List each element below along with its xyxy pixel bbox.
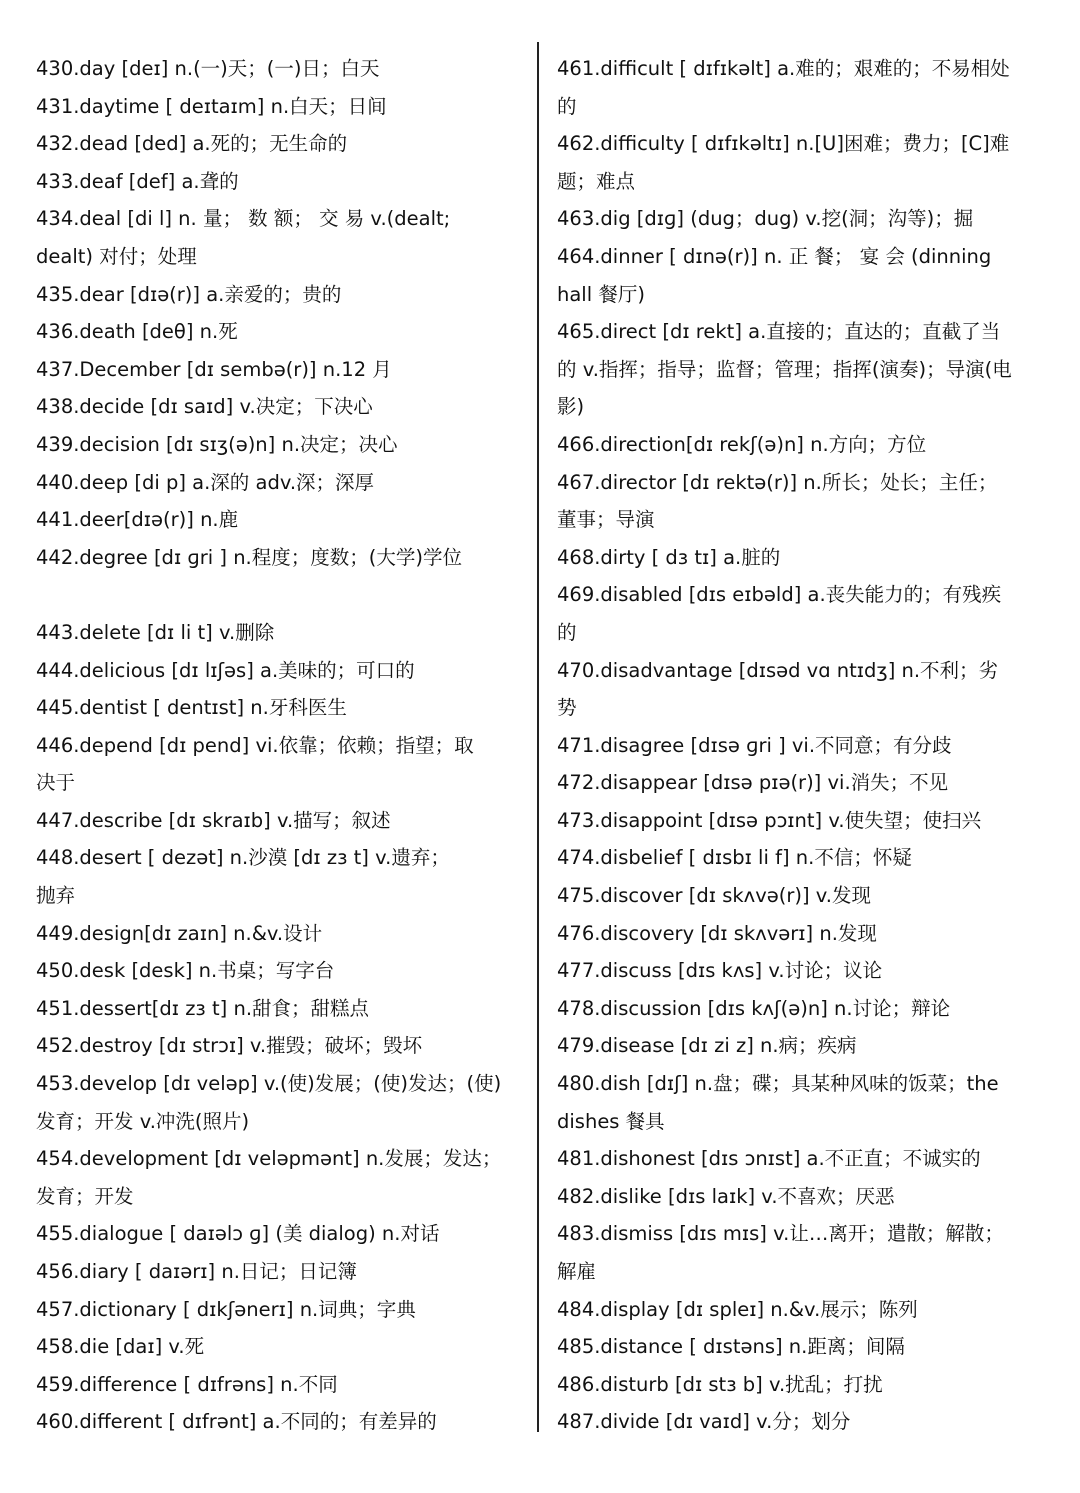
vocab-line: 460.different [ dɪfrənt] a.不同的；有差异的 [36, 1410, 437, 1434]
vocab-line: 发育；开发 v.冲洗(照片) [36, 1109, 250, 1133]
vocab-line: 478.discussion [dɪs kʌʃ(ə)n] n.讨论；辩论 [557, 996, 951, 1020]
vocab-line: 董事；导演 [557, 508, 655, 532]
vocab-line: 485.distance [ dɪstəns] n.距离；间隔 [557, 1335, 905, 1359]
vocab-line: 431.daytime [ deɪtaɪm] n.白天；日间 [36, 94, 387, 118]
vocab-line: 453.develop [dɪ veləp] v.(使)发展；(使)发达；(使) [36, 1072, 502, 1096]
vocab-line: 464.dinner [ dɪnə(r)] n. 正 餐； 宴 会 (dinning [557, 244, 992, 268]
vocab-line: 抛弃 [36, 884, 76, 908]
right-column [557, 50, 1047, 1441]
vocab-line: 447.describe [dɪ skraɪb] v.描写；叙述 [36, 808, 391, 832]
vocab-line: 436.death [deθ] n.死 [36, 320, 238, 344]
vocab-line: 486.disturb [dɪ stɜ b] v.扰乱；打扰 [557, 1372, 883, 1396]
vocab-line: 435.dear [dɪə(r)] a.亲爱的；贵的 [36, 282, 342, 306]
vocab-line: 473.disappoint [dɪsə pɔɪnt] v.使失望；使扫兴 [557, 808, 982, 832]
vocab-line: 解雇 [557, 1260, 597, 1283]
vocab-line: 433.deaf [def] a.聋的 [36, 169, 239, 193]
vocab-line: 449.design[dɪ zaɪn] n.&v.设计 [36, 921, 323, 945]
vocab-line: 466.direction[dɪ rekʃ(ə)n] n.方向；方位 [557, 432, 927, 456]
vocab-line: 势 [557, 696, 577, 720]
vocab-line: 471.disagree [dɪsə ɡri ] vi.不同意；有分歧 [557, 733, 952, 757]
vocab-line: 467.director [dɪ rektə(r)] n.所长；处长；主任； [557, 470, 998, 494]
vocab-line: 457.dictionary [ dɪkʃənerɪ] n.词典；字典 [36, 1297, 416, 1321]
vocab-line: hall 餐厅) [557, 282, 645, 306]
vocab-line: 448.desert [ dezət] n.沙漠 [dɪ zɜ t] v.遗弃； [36, 846, 450, 870]
vocab-line: 445.dentist [ dentɪst] n.牙科医生 [36, 696, 347, 720]
vocab-line: 463.dig [dɪɡ] (dug；dug) v.挖(洞；沟等)；掘 [557, 207, 974, 231]
vocab-line: 443.delete [dɪ li t] v.删除 [36, 620, 275, 644]
vocab-line: 487.divide [dɪ vaɪd] v.分；划分 [557, 1410, 851, 1434]
vocab-line: 446.depend [dɪ pend] vi.依靠；依赖；指望；取 [36, 733, 474, 757]
vocab-line: 476.discovery [dɪ skʌvərɪ] n.发现 [557, 921, 877, 945]
vocab-line: 430.day [deɪ] n.(一)天；(一)日；白天 [36, 57, 380, 80]
vocab-line: 474.disbelief [ dɪsbɪ li f] n.不信；怀疑 [557, 846, 912, 870]
vocab-line: 451.dessert[dɪ zɜ t] n.甜食；甜糕点 [36, 996, 370, 1020]
vocab-line: 480.dish [dɪʃ] n.盘；碟；具某种风味的饭菜；the [557, 1072, 999, 1096]
vocab-line: 发育；开发 [36, 1184, 134, 1208]
vocab-line: 444.delicious [dɪ lɪʃəs] a.美味的；可口的 [36, 658, 415, 682]
vocab-line: 484.display [dɪ spleɪ] n.&v.展示；陈列 [557, 1297, 918, 1321]
vocab-line: 462.difficulty [ dɪfɪkəltɪ] n.[U]困难；费力；[C]难 [557, 132, 1010, 156]
vocab-line: 决于 [36, 771, 76, 795]
vocab-line: 437.December [dɪ sembə(r)] n.12 月 [36, 357, 392, 381]
vocab-line: 483.dismiss [dɪs mɪs] v.让…离开；遣散；解散； [557, 1222, 1004, 1246]
vocab-line: 452.destroy [dɪ strɔɪ] v.摧毁；破坏；毁坏 [36, 1034, 423, 1058]
vocab-line: 465.direct [dɪ rekt] a.直接的；直达的；直截了当 [557, 320, 1001, 344]
vocab-line [36, 576, 522, 614]
vocab-line: 455.dialogue [ daɪəlɔ ɡ] (美 dialog) n.对话 [36, 1222, 440, 1246]
vocab-line: 482.dislike [dɪs laɪk] v.不喜欢；厌恶 [557, 1184, 895, 1208]
left-column [36, 50, 522, 1441]
vocab-line: 439.decision [dɪ sɪʒ(ə)n] n.决定；决心 [36, 432, 398, 456]
vocab-line: 461.difficult [ dɪfɪkəlt] a.难的；艰难的；不易相处 [557, 57, 1010, 80]
vocab-line: 438.decide [dɪ saɪd] v.决定；下决心 [36, 395, 373, 419]
vocab-line: dealt) 对付；处理 [36, 244, 197, 268]
vocab-line: 的 [557, 94, 577, 118]
vocab-line: 影) [557, 395, 585, 419]
vocab-line: 475.discover [dɪ skʌvə(r)] v.发现 [557, 884, 871, 908]
vocab-line: 442.degree [dɪ ɡri ] n.程度；度数；(大学)学位 [36, 545, 462, 569]
vocab-line: 459.difference [ dɪfrəns] n.不同 [36, 1372, 338, 1396]
vocab-line: 477.discuss [dɪs kʌs] v.讨论；议论 [557, 959, 883, 983]
vocab-line: 458.die [daɪ] v.死 [36, 1335, 205, 1359]
vocab-line: 454.development [dɪ veləpmənt] n.发展；发达； [36, 1147, 502, 1171]
vocab-line: 469.disabled [dɪs eɪbəld] a.丧失能力的；有残疾 [557, 583, 1002, 607]
vocab-line: 456.diary [ daɪərɪ] n.日记；日记簿 [36, 1260, 357, 1283]
vocab-line: 432.dead [ded] a.死的；无生命的 [36, 132, 348, 156]
vocab-line: 的 v.指挥；指导；监督；管理；指挥(演奏)；导演(电 [557, 357, 1012, 381]
vocab-line: 的 [557, 620, 577, 644]
vocab-line: 479.disease [dɪ zi z] n.病；疾病 [557, 1034, 857, 1058]
vocab-line: 450.desk [desk] n.书桌；写字台 [36, 959, 335, 983]
vocab-line: 440.deep [di p] a.深的 adv.深；深厚 [36, 470, 375, 494]
vocab-line: 470.disadvantage [dɪsəd vɑ ntɪdʒ] n.不利；劣 [557, 658, 999, 682]
vocab-line: 472.disappear [dɪsə pɪə(r)] vi.消失；不见 [557, 771, 949, 795]
vocab-line: 441.deer[dɪə(r)] n.鹿 [36, 508, 239, 532]
vocab-line: 468.dirty [ dɜ tɪ] a.脏的 [557, 545, 781, 569]
vocab-line: 题；难点 [557, 169, 636, 193]
column-divider [537, 42, 539, 1432]
vocab-line: dishes 餐具 [557, 1109, 665, 1133]
vocab-line: 481.dishonest [dɪs ɔnɪst] a.不正直；不诚实的 [557, 1147, 981, 1171]
vocab-line: 434.deal [di l] n. 量； 数 额； 交 易 v.(dealt; [36, 207, 451, 231]
